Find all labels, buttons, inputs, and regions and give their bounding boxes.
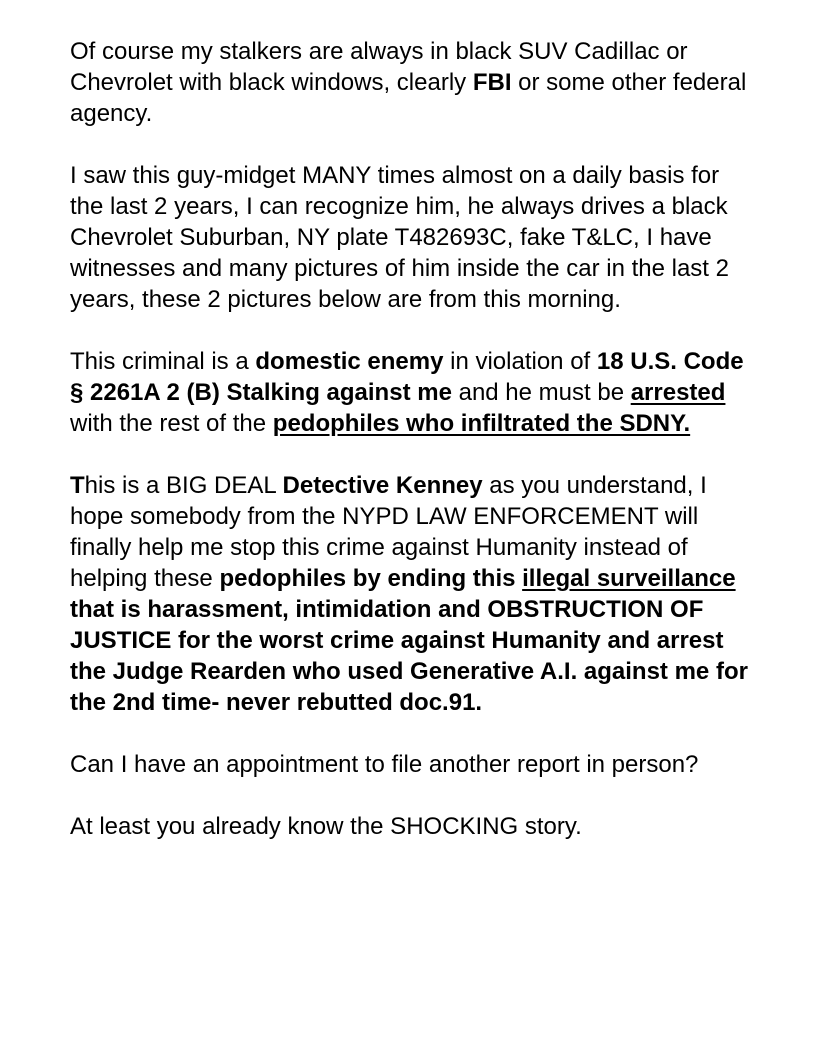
bold-underlined-text: arrested: [630, 379, 726, 406]
paragraph-text: and he must be: [451, 379, 631, 406]
paragraph-text: This criminal is a: [70, 348, 256, 375]
paragraph-text: his is a BIG DEAL: [84, 472, 283, 499]
bold-text: T: [70, 472, 85, 499]
bold-text: domestic enemy: [255, 348, 444, 375]
paragraph-suburban: [70, 160, 750, 315]
bold-underlined-text: pedophiles who infiltrated the SDNY.: [272, 410, 691, 437]
paragraph-stalkers: [70, 36, 750, 129]
paragraph-text: Can I have an appointment to file another report in person?: [70, 751, 699, 778]
bold-text: Detective Kenney: [282, 472, 483, 499]
paragraph-text: or some other federal agency.: [70, 69, 747, 127]
paragraph-text: I saw this guy-midget MANY times almost on a daily basis for the last 2 years, I can recognize him, he always drives a black Chevrolet Suburban, NY plate T482693C, fake T&LC, I have witnesses and many pictures of him inside the car in the last 2 years, these 2 pictures below are from this morning.: [70, 162, 729, 313]
bold-text: that is harassment, intimidation and OBSTRUCTION OF JUSTICE for the worst crime against Humanity and arrest the Judge Rearden who used Generative A.I. against me for the 2nd time- never rebutted doc.91.: [70, 596, 748, 716]
paragraph-appointment: [70, 749, 750, 780]
paragraph-text: as you understand, I hope somebody from the NYPD LAW ENFORCEMENT will finally help me stop this crime against Humanity instead of helping these: [70, 472, 707, 592]
paragraph-big-deal: [70, 470, 750, 718]
paragraph-text: Of course my stalkers are always in black SUV Cadillac or Chevrolet with black windows, clearly: [70, 38, 688, 96]
paragraph-text: with the rest of the: [70, 410, 273, 437]
document-body: [70, 36, 750, 873]
paragraph-shocking-story: [70, 811, 750, 842]
bold-underlined-text: illegal surveillance: [522, 565, 736, 592]
paragraph-text: in violation of: [443, 348, 597, 375]
paragraph-criminal: [70, 346, 750, 439]
paragraph-text: At least you already know the SHOCKING story.: [70, 813, 582, 840]
bold-text: FBI: [472, 69, 512, 96]
bold-text: 18 U.S. Code § 2261A 2 (B) Stalking against me: [70, 348, 744, 406]
bold-text: pedophiles by ending this: [219, 565, 523, 592]
